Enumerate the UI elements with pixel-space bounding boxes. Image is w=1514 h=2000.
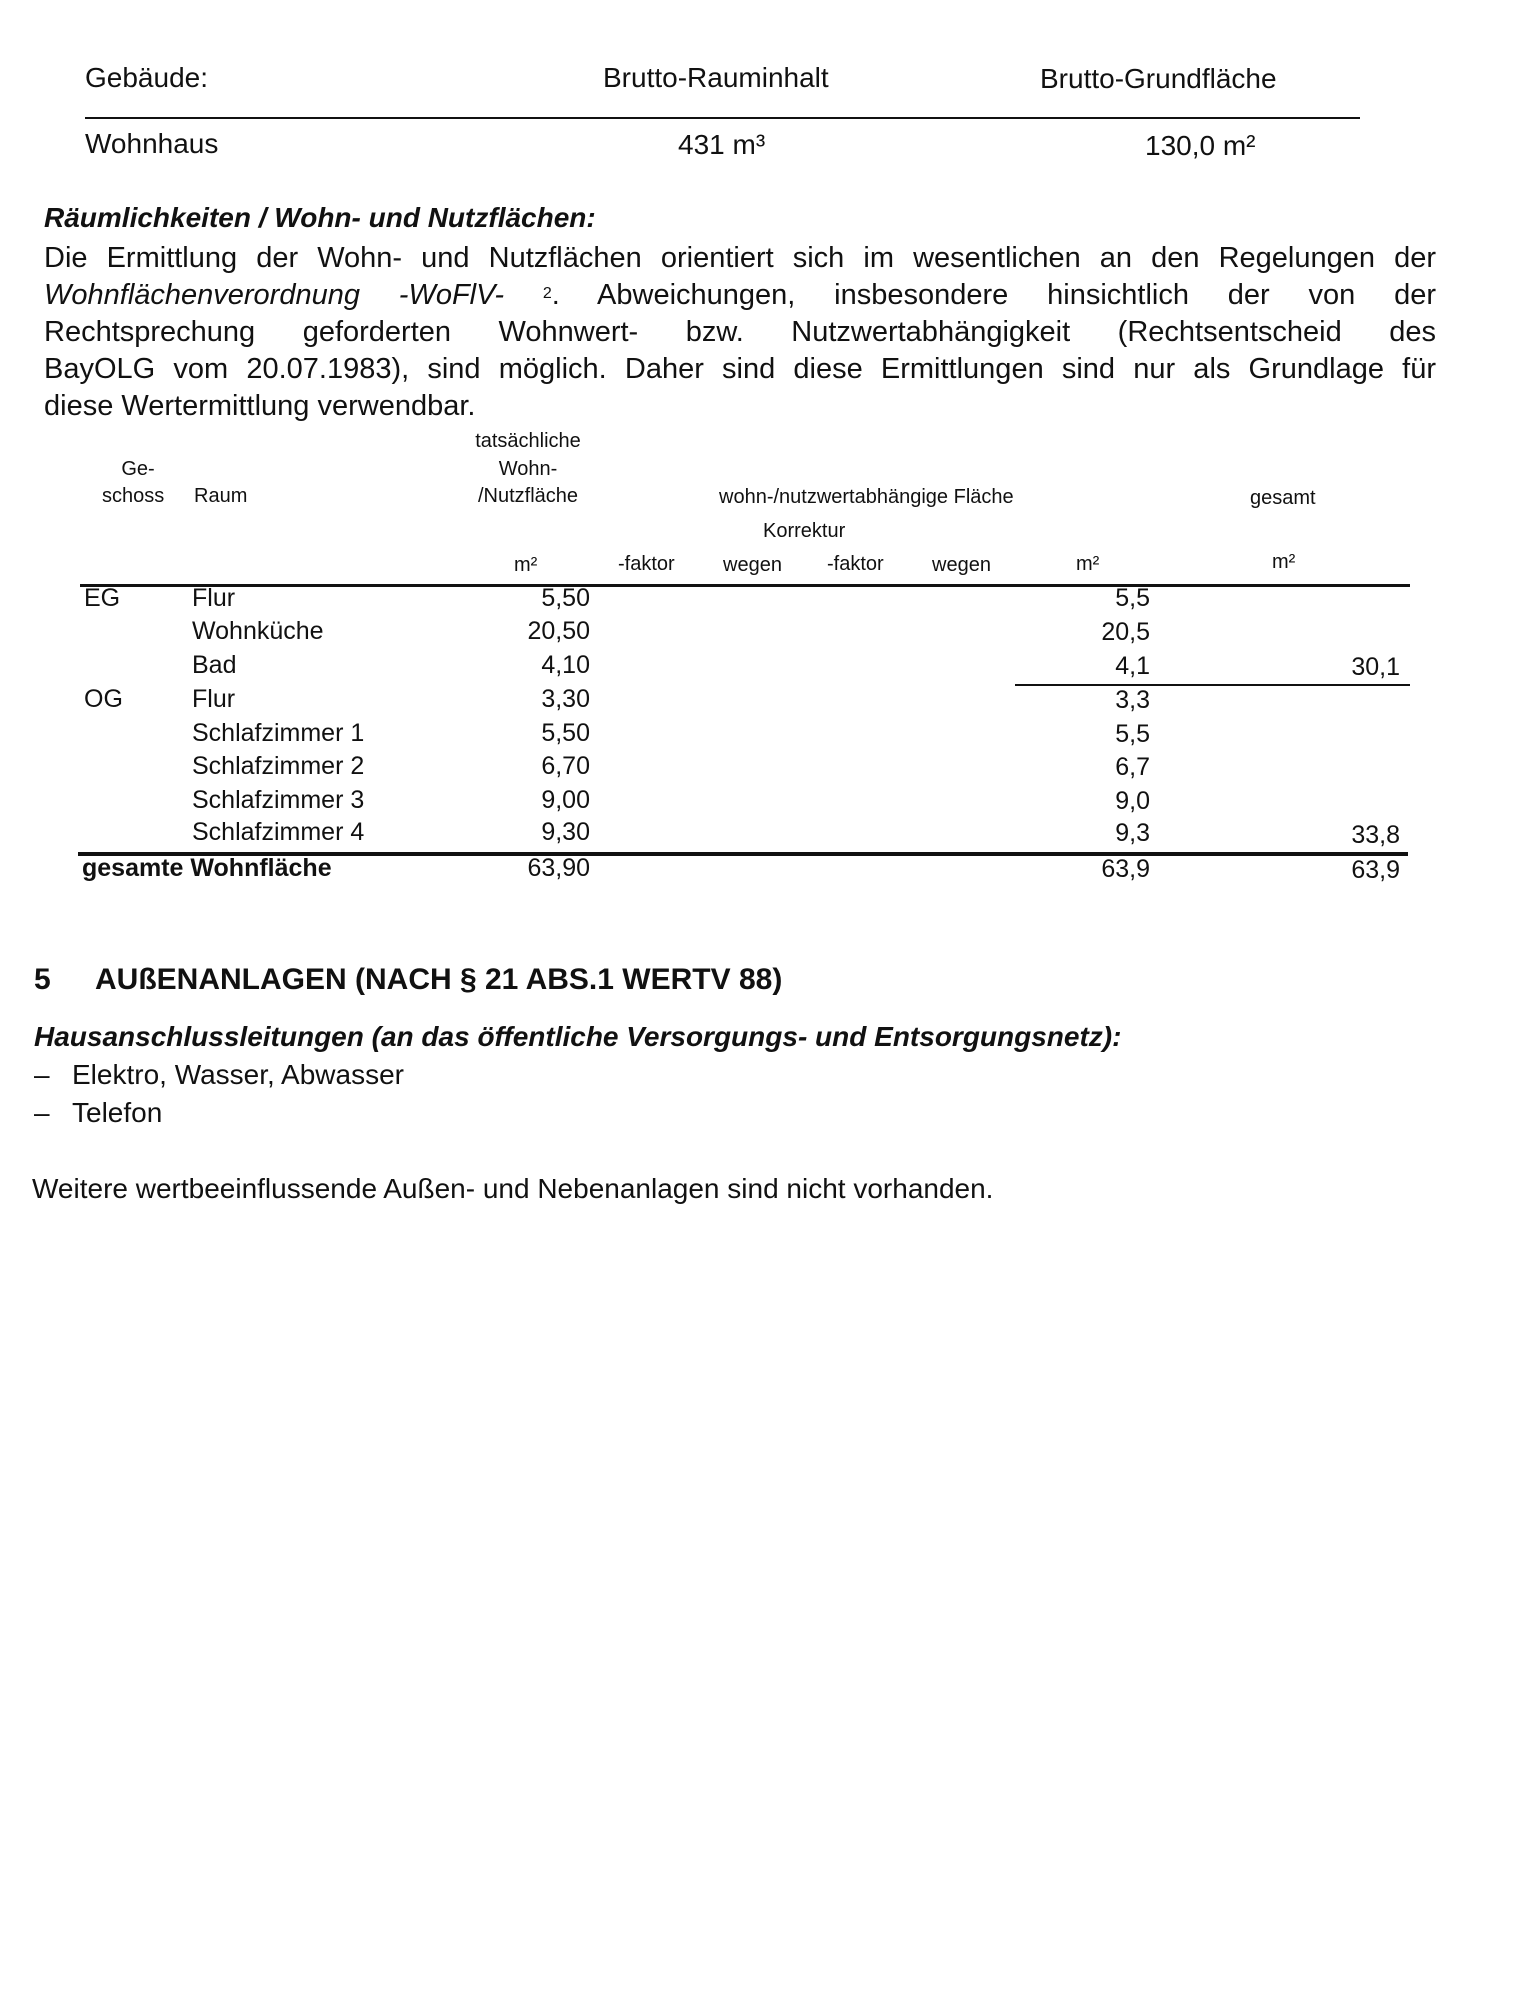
row-actual: 4,10 [541, 651, 590, 679]
header-gross-floor-area: Brutto-Grundfläche [1040, 63, 1277, 94]
header-actual-1: tatsächliche [475, 430, 581, 452]
row-area: 20,5 [1101, 618, 1150, 646]
ordinance-name: Wohnflächenverordnung -WoFlV- [44, 279, 505, 311]
paragraph-line-2 [44, 277, 1436, 314]
header-korrektur: Korrektur [763, 520, 846, 542]
header-unit-m2-b: m² [1076, 553, 1100, 575]
row-room: Schlafzimmer 3 [192, 786, 365, 814]
paragraph-line-1: Die Ermittlung der Wohn- und Nutzflächen orientiert sich im wesentlichen an den Regelungen der [44, 242, 1436, 274]
outdoor-note: Weitere wertbeeinflussende Außen- und Nebenanlagen sind nicht vorhanden. [32, 1173, 994, 1204]
header-total: gesamt [1250, 487, 1316, 509]
row-area: 5,5 [1115, 584, 1150, 612]
row-floor: OG [84, 685, 123, 713]
section-title: AUßENANLAGEN (NACH § 21 ABS.1 WERTV 88) [95, 963, 783, 996]
table-header-rule [80, 584, 1410, 587]
row-room: Schlafzimmer 1 [192, 719, 365, 747]
header-actual-2: Wohn- [498, 458, 558, 480]
row-total: 30,1 [1351, 653, 1400, 681]
connections-heading: Hausanschlussleitungen (an das öffentliche Versorgungs- und Entsorgungsnetz): [34, 1021, 1122, 1052]
row-area: 6,7 [1115, 753, 1150, 781]
row-actual: 6,70 [541, 752, 590, 780]
row-room: Flur [192, 584, 236, 612]
row-room: Schlafzimmer 2 [192, 752, 365, 780]
header-wegen-2: wegen [932, 554, 991, 576]
building-area: 130,0 m² [1145, 130, 1256, 161]
row-room: Flur [192, 685, 236, 713]
header-faktor-1: -faktor [618, 553, 675, 575]
row-room: Schlafzimmer 4 [192, 818, 365, 846]
list-item: Elektro, Wasser, Abwasser [72, 1059, 404, 1090]
row-floor: EG [84, 584, 121, 612]
row-area: 9,3 [1115, 819, 1150, 847]
header-unit-m2-c: m² [1272, 551, 1296, 573]
header-actual-3: /Nutzfläche [477, 485, 579, 507]
building-name: Wohnhaus [85, 128, 219, 159]
header-dependent-area: wohn-/nutzwertabhängige Fläche [719, 486, 1014, 508]
row-actual: 5,50 [541, 719, 590, 747]
paragraph-line-3: Rechtsprechung geforderten Wohnwert- bzw. Nutzwertabhängigkeit (Rechtsentscheid des [44, 316, 1436, 348]
row-room: Bad [192, 651, 237, 679]
header-raum: Raum [194, 485, 248, 507]
header-geschoss-2: schoss [102, 485, 165, 507]
paragraph-line-5: diese Wertermittlung verwendbar. [44, 390, 476, 422]
row-area: 4,1 [1115, 652, 1150, 680]
paragraph-line-4: BayOLG vom 20.07.1983), sind möglich. Daher sind diese Ermittlungen sind nur als Grundlage für [44, 353, 1436, 385]
header-rule [85, 117, 1360, 119]
list-item: Telefon [72, 1097, 163, 1128]
sum-label: gesamte Wohnfläche [82, 854, 332, 882]
header-building: Gebäude: [85, 62, 208, 93]
list-bullet: – [34, 1059, 50, 1090]
row-actual: 5,50 [541, 584, 590, 612]
sum-total: 63,9 [1351, 856, 1400, 884]
building-volume: 431 m³ [678, 129, 766, 160]
row-room: Wohnküche [192, 617, 324, 645]
header-geschoss-1: Ge- [121, 458, 155, 480]
row-total: 33,8 [1351, 821, 1400, 849]
header-faktor-2: -faktor [827, 553, 884, 575]
list-bullet: – [34, 1097, 50, 1128]
header-unit-m2: m² [514, 554, 538, 576]
footnote-ref: 2 [542, 285, 552, 302]
row-actual: 3,30 [541, 685, 590, 713]
section-number: 5 [34, 963, 51, 996]
sum-actual: 63,90 [527, 854, 590, 882]
row-area: 3,3 [1115, 686, 1150, 714]
sum-area: 63,9 [1101, 855, 1150, 883]
row-actual: 9,30 [541, 818, 590, 846]
header-wegen-1: wegen [723, 554, 782, 576]
row-actual: 20,50 [527, 617, 590, 645]
row-actual: 9,00 [541, 786, 590, 814]
rooms-paragraph [44, 240, 1436, 425]
paragraph-line-2-rest: . Abweichungen, insbesondere hinsichtlich der von der [551, 279, 1437, 311]
header-gross-volume: Brutto-Rauminhalt [603, 62, 829, 93]
row-area: 9,0 [1115, 787, 1150, 815]
row-area: 5,5 [1115, 720, 1150, 748]
rooms-heading: Räumlichkeiten / Wohn- und Nutzflächen: [44, 202, 596, 233]
